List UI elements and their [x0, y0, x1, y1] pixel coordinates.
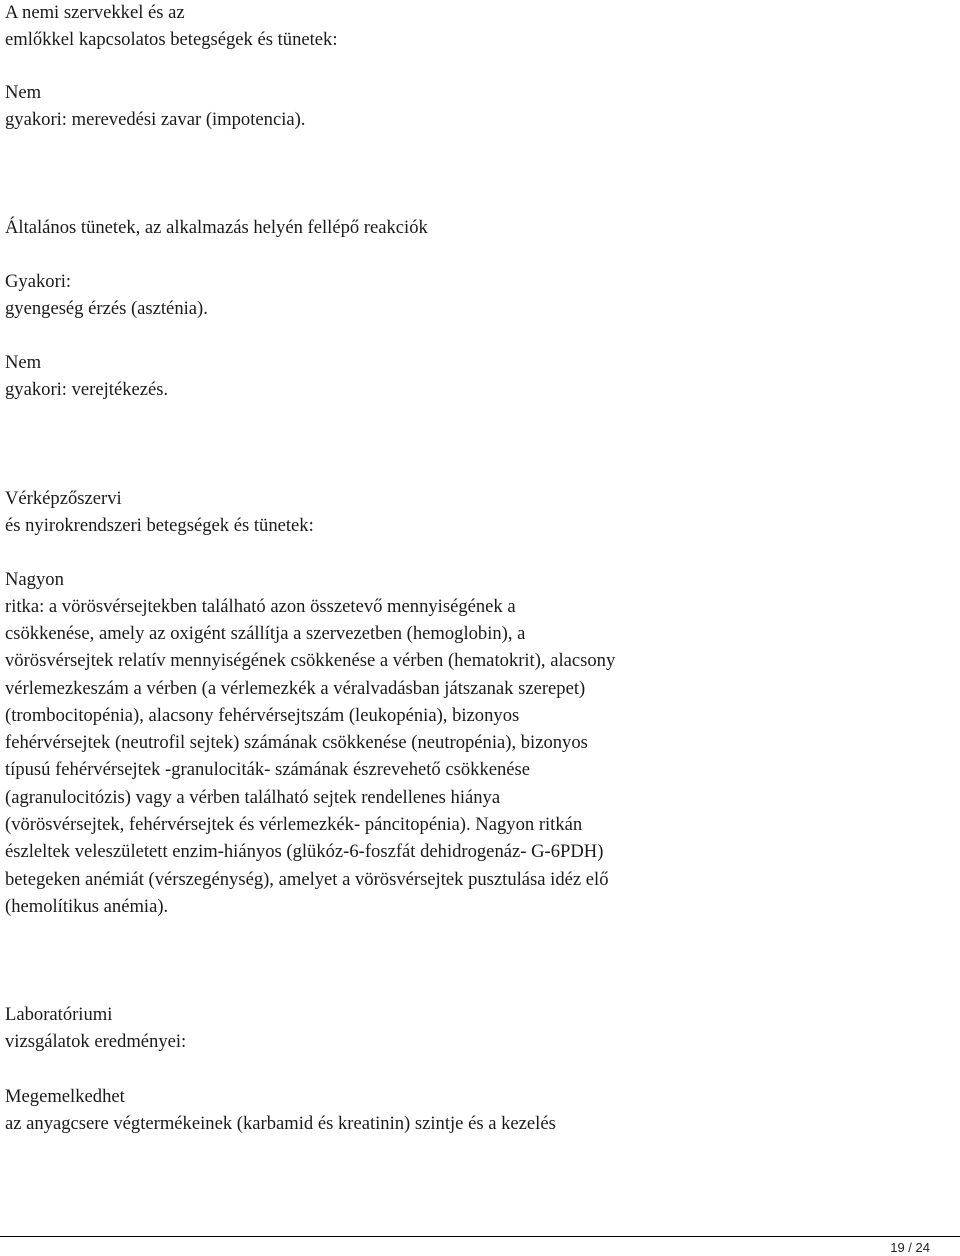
- blood-paragraph-line: (vörösvérsejtek, fehérvérsejtek és vérlemezkék- páncitopénia). Nagyon ritkán: [5, 814, 583, 835]
- lab-heading-line-2: vizsgálatok eredményei:: [5, 1031, 187, 1052]
- blood-heading-line-2: és nyirokrendszeri betegségek és tünetek:: [5, 515, 314, 536]
- reproductive-entry-line-1: Nem: [5, 82, 42, 103]
- general-common-line-2: gyengeség érzés (aszténia).: [5, 298, 208, 319]
- blood-paragraph-line: (trombocitopénia), alacsony fehérvérsejtszám (leukopénia), bizonyos: [5, 705, 520, 726]
- blood-paragraph-line: észleltek veleszületett enzim-hiányos (glükóz-6-foszfát dehidrogenáz- G-6PDH): [5, 841, 604, 862]
- reproductive-heading-line-2: emlőkkel kapcsolatos betegségek és tünetek:: [5, 29, 338, 50]
- blood-paragraph-line: vörösvérsejtek relatív mennyiségének csökkenése a vérben (hematokrit), alacsony: [5, 650, 616, 671]
- blood-paragraph-line: (hemolítikus anémia).: [5, 896, 169, 917]
- footer-divider: [0, 1236, 960, 1237]
- blood-paragraph-line: vérlemezkeszám a vérben (a vérlemezkék a véralvadásban játszanak szerepet): [5, 678, 586, 699]
- blood-paragraph-line: (agranulocitózis) vagy a vérben található sejtek rendellenes hiánya: [5, 787, 501, 808]
- blood-heading-line-1: Vérképzőszervi: [5, 488, 122, 509]
- general-heading: Általános tünetek, az alkalmazás helyén fellépő reakciók: [5, 217, 428, 238]
- general-common-line-1: Gyakori:: [5, 271, 72, 292]
- blood-paragraph-line: típusú fehérvérsejtek -granulociták- számának észrevehető csökkenése: [5, 759, 531, 780]
- reproductive-entry-line-2: gyakori: merevedési zavar (impotencia).: [5, 109, 306, 130]
- blood-paragraph-line: csökkenése, amely az oxigént szállítja a szervezetben (hemoglobin), a: [5, 623, 526, 644]
- page-number: 19 / 24: [890, 1240, 930, 1255]
- blood-paragraph-line: Nagyon: [5, 569, 64, 590]
- general-uncommon-line-1: Nem: [5, 352, 42, 373]
- blood-paragraph-line: fehérvérsejtek (neutrofil sejtek) számának csökkenése (neutropénia), bizonyos: [5, 732, 588, 753]
- general-uncommon-line-2: gyakori: verejtékezés.: [5, 379, 169, 400]
- lab-entry-line-1: Megemelkedhet: [5, 1086, 125, 1107]
- lab-entry-line-2: az anyagcsere végtermékeinek (karbamid és kreatinin) szintje és a kezelés: [5, 1113, 556, 1134]
- blood-paragraph-line: betegeken anémiát (vérszegénység), amelyet a vörösvérsejtek pusztulása idéz elő: [5, 869, 609, 890]
- blood-paragraph-line: ritka: a vörösvérsejtekben található azon összetevő mennyiségének a: [5, 596, 516, 617]
- lab-heading-line-1: Laboratóriumi: [5, 1004, 113, 1025]
- reproductive-heading-line-1: A nemi szervekkel és az: [5, 2, 185, 23]
